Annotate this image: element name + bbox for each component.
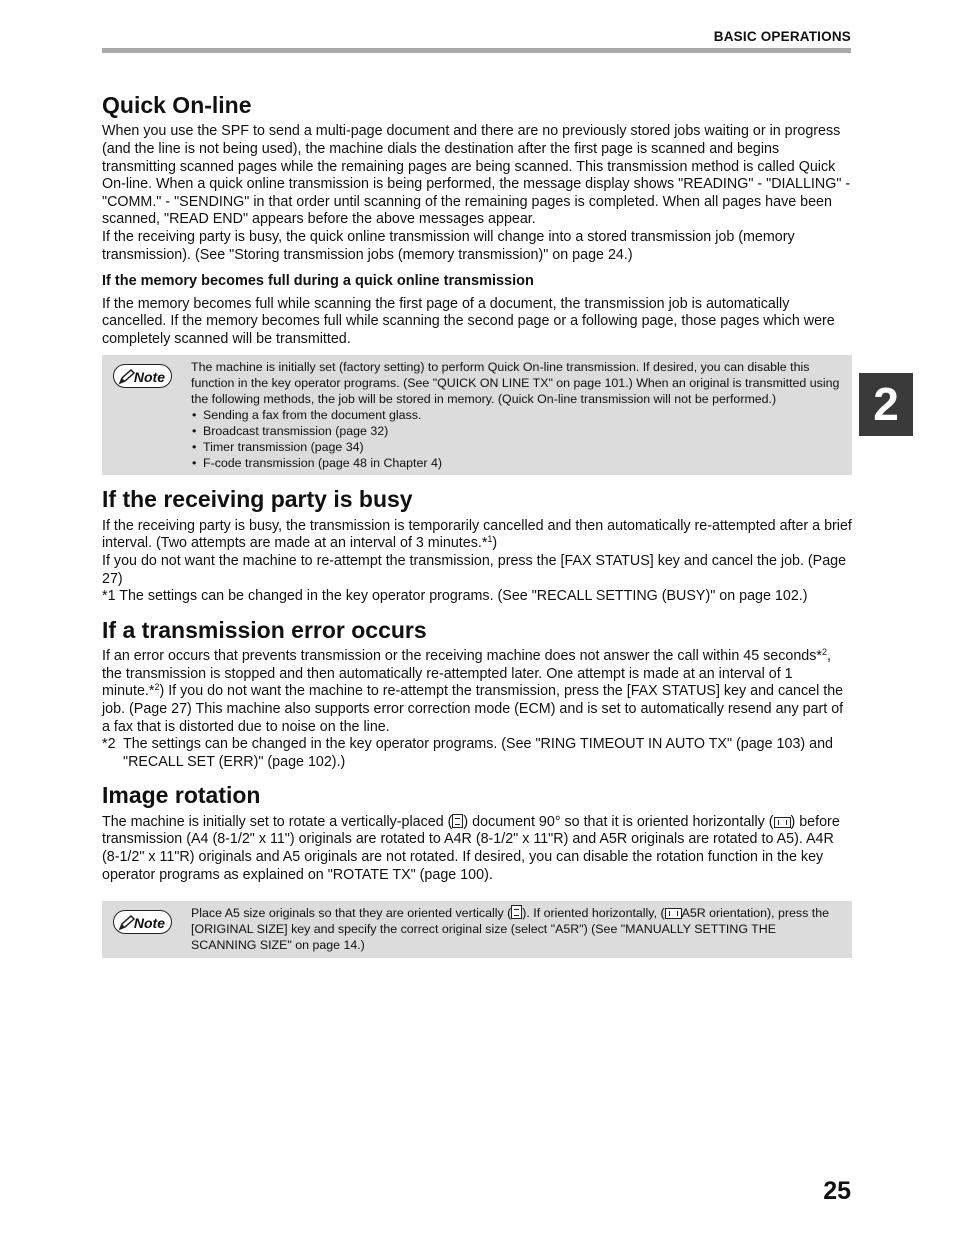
- note-list: [191, 407, 844, 471]
- section-receiving-busy: [102, 486, 852, 605]
- paragraph: If an error occurs that prevents transmission or the receiving machine does not answer the call within 45 seconds*$^2$, the transmission is stopped and then automatically re-attempted later. One attempt is made at an interval of 1 minute.*$^2$) If you do not want the machine to re-attempt the transmission, press the [FAX STATUS] key and cancel the job. (Page 27) This machine also supports error correction mode (ECM) and is set to automatically resend any part of a fax that is distorted due to noise on the line.: [102, 647, 844, 735]
- note-icon: [113, 364, 172, 388]
- header-divider: [102, 48, 851, 53]
- note-label: Note: [133, 915, 165, 932]
- horizontal-paper-icon: [774, 817, 791, 828]
- paragraph: If the receiving party is busy, the transmission is temporarily cancelled and then automatically re-attempted after a brief interval. (Two attempts are made at an interval of 3 minutes.*$^1$): [102, 517, 852, 552]
- note-box: [102, 901, 852, 958]
- section-transmission-error: [102, 617, 852, 772]
- page-content: [102, 92, 852, 958]
- footnote-text: The settings can be changed in the key operator programs. (See "RING TIMEOUT IN AUTO TX" (page 103) and "RECALL SET (ERR)" (page 102).): [123, 736, 833, 770]
- paragraph: If the memory becomes full while scanning the first page of a document, the transmission job is automatically cancelled. If the memory becomes full while scanning the second page or a following page, those pages which were completely scanned will be transmitted.: [102, 295, 835, 347]
- heading-image-rotation: Image rotation: [102, 782, 261, 809]
- chapter-tab: 2: [859, 373, 913, 436]
- pencil-icon: [118, 915, 136, 931]
- note-text: The machine is initially set (factory setting) to perform Quick On-line transmission. If desired, you can disable this function in the key operator programs. (See "QUICK ON LINE TX" on page 101.) When an original is transmitted using the following methods, the job will be stored in memory. (Quick On-line transmission will not be performed.): [191, 360, 840, 407]
- footnote-mark: *2: [102, 736, 116, 753]
- note-icon: [113, 910, 172, 934]
- note-label: Note: [133, 369, 165, 386]
- heading-quick-online: Quick On-line: [102, 92, 252, 118]
- list-item: • F-code transmission (page 48 in Chapter 4): [191, 455, 844, 471]
- paragraph: If you do not want the machine to re-attempt the transmission, press the [FAX STATUS] key and cancel the job. (Page 27): [102, 552, 847, 587]
- section-quick-online: [102, 92, 852, 348]
- pencil-icon: [118, 369, 136, 385]
- section-image-rotation: [102, 782, 852, 884]
- footnote: *1 The settings can be changed in the key operator programs. (See "RECALL SETTING (BUSY)" on page 102.): [102, 588, 808, 605]
- page-number: 25: [823, 1177, 851, 1205]
- list-item: • Sending a fax from the document glass.: [191, 407, 844, 423]
- horizontal-paper-icon: [665, 908, 682, 919]
- paragraph: If the receiving party is busy, the quick online transmission will change into a stored transmission job (memory transmission). (See "Storing transmission jobs (memory transmission)" on page 24.): [102, 229, 795, 263]
- footnote: [102, 736, 852, 771]
- vertical-paper-icon: [511, 905, 522, 919]
- note-text: Place A5 size originals so that they are oriented vertically ( ). If oriented horizontally, ( A5R orientation), press the [ORIGINAL SIZE] key and specify the correct original size (select "A5R") (See "MANUALLY SETTING THE SCANNING SIZE" on page 14.): [191, 906, 829, 953]
- list-item: • Timer transmission (page 34): [191, 439, 844, 455]
- heading-receiving-busy: If the receiving party is busy: [102, 486, 413, 513]
- note-box: [102, 355, 852, 475]
- running-header: BASIC OPERATIONS: [713, 29, 851, 44]
- subheading-memory-full: If the memory becomes full during a quick online transmission: [102, 273, 534, 290]
- heading-transmission-error: If a transmission error occurs: [102, 616, 427, 643]
- paragraph: When you use the SPF to send a multi-page document and there are no previously stored jobs waiting or in progress (and the line is not being used), the machine dials the destination after the first page is scanned and begins transmitting scanned pages while the remaining pages are being scanned. This transmission method is called Quick On-line. When a quick online transmission is being performed, the message display shows "READING" - "DIALLING" - "COMM." - "SENDING" in that order until scanning of the remaining pages is completed. When all pages have been scanned, "READ END" appears before the above messages appear.: [102, 123, 851, 228]
- paragraph: The machine is initially set to rotate a vertically-placed ( ) document 90° so that it is oriented horizontally ( ) before transmission (A4 (8-1/2" x 11") originals are rotated to A4R (8-1/2" x 11"R) and A5R originals are rotated to A5). A4R (8-1/2" x 11"R) originals and A5 originals are not rotated. If desired, you can disable the rotation function in the key operator programs as explained on "ROTATE TX" (page 100).: [102, 813, 840, 883]
- vertical-paper-icon: [452, 814, 463, 828]
- list-item: • Broadcast transmission (page 32): [191, 423, 844, 439]
